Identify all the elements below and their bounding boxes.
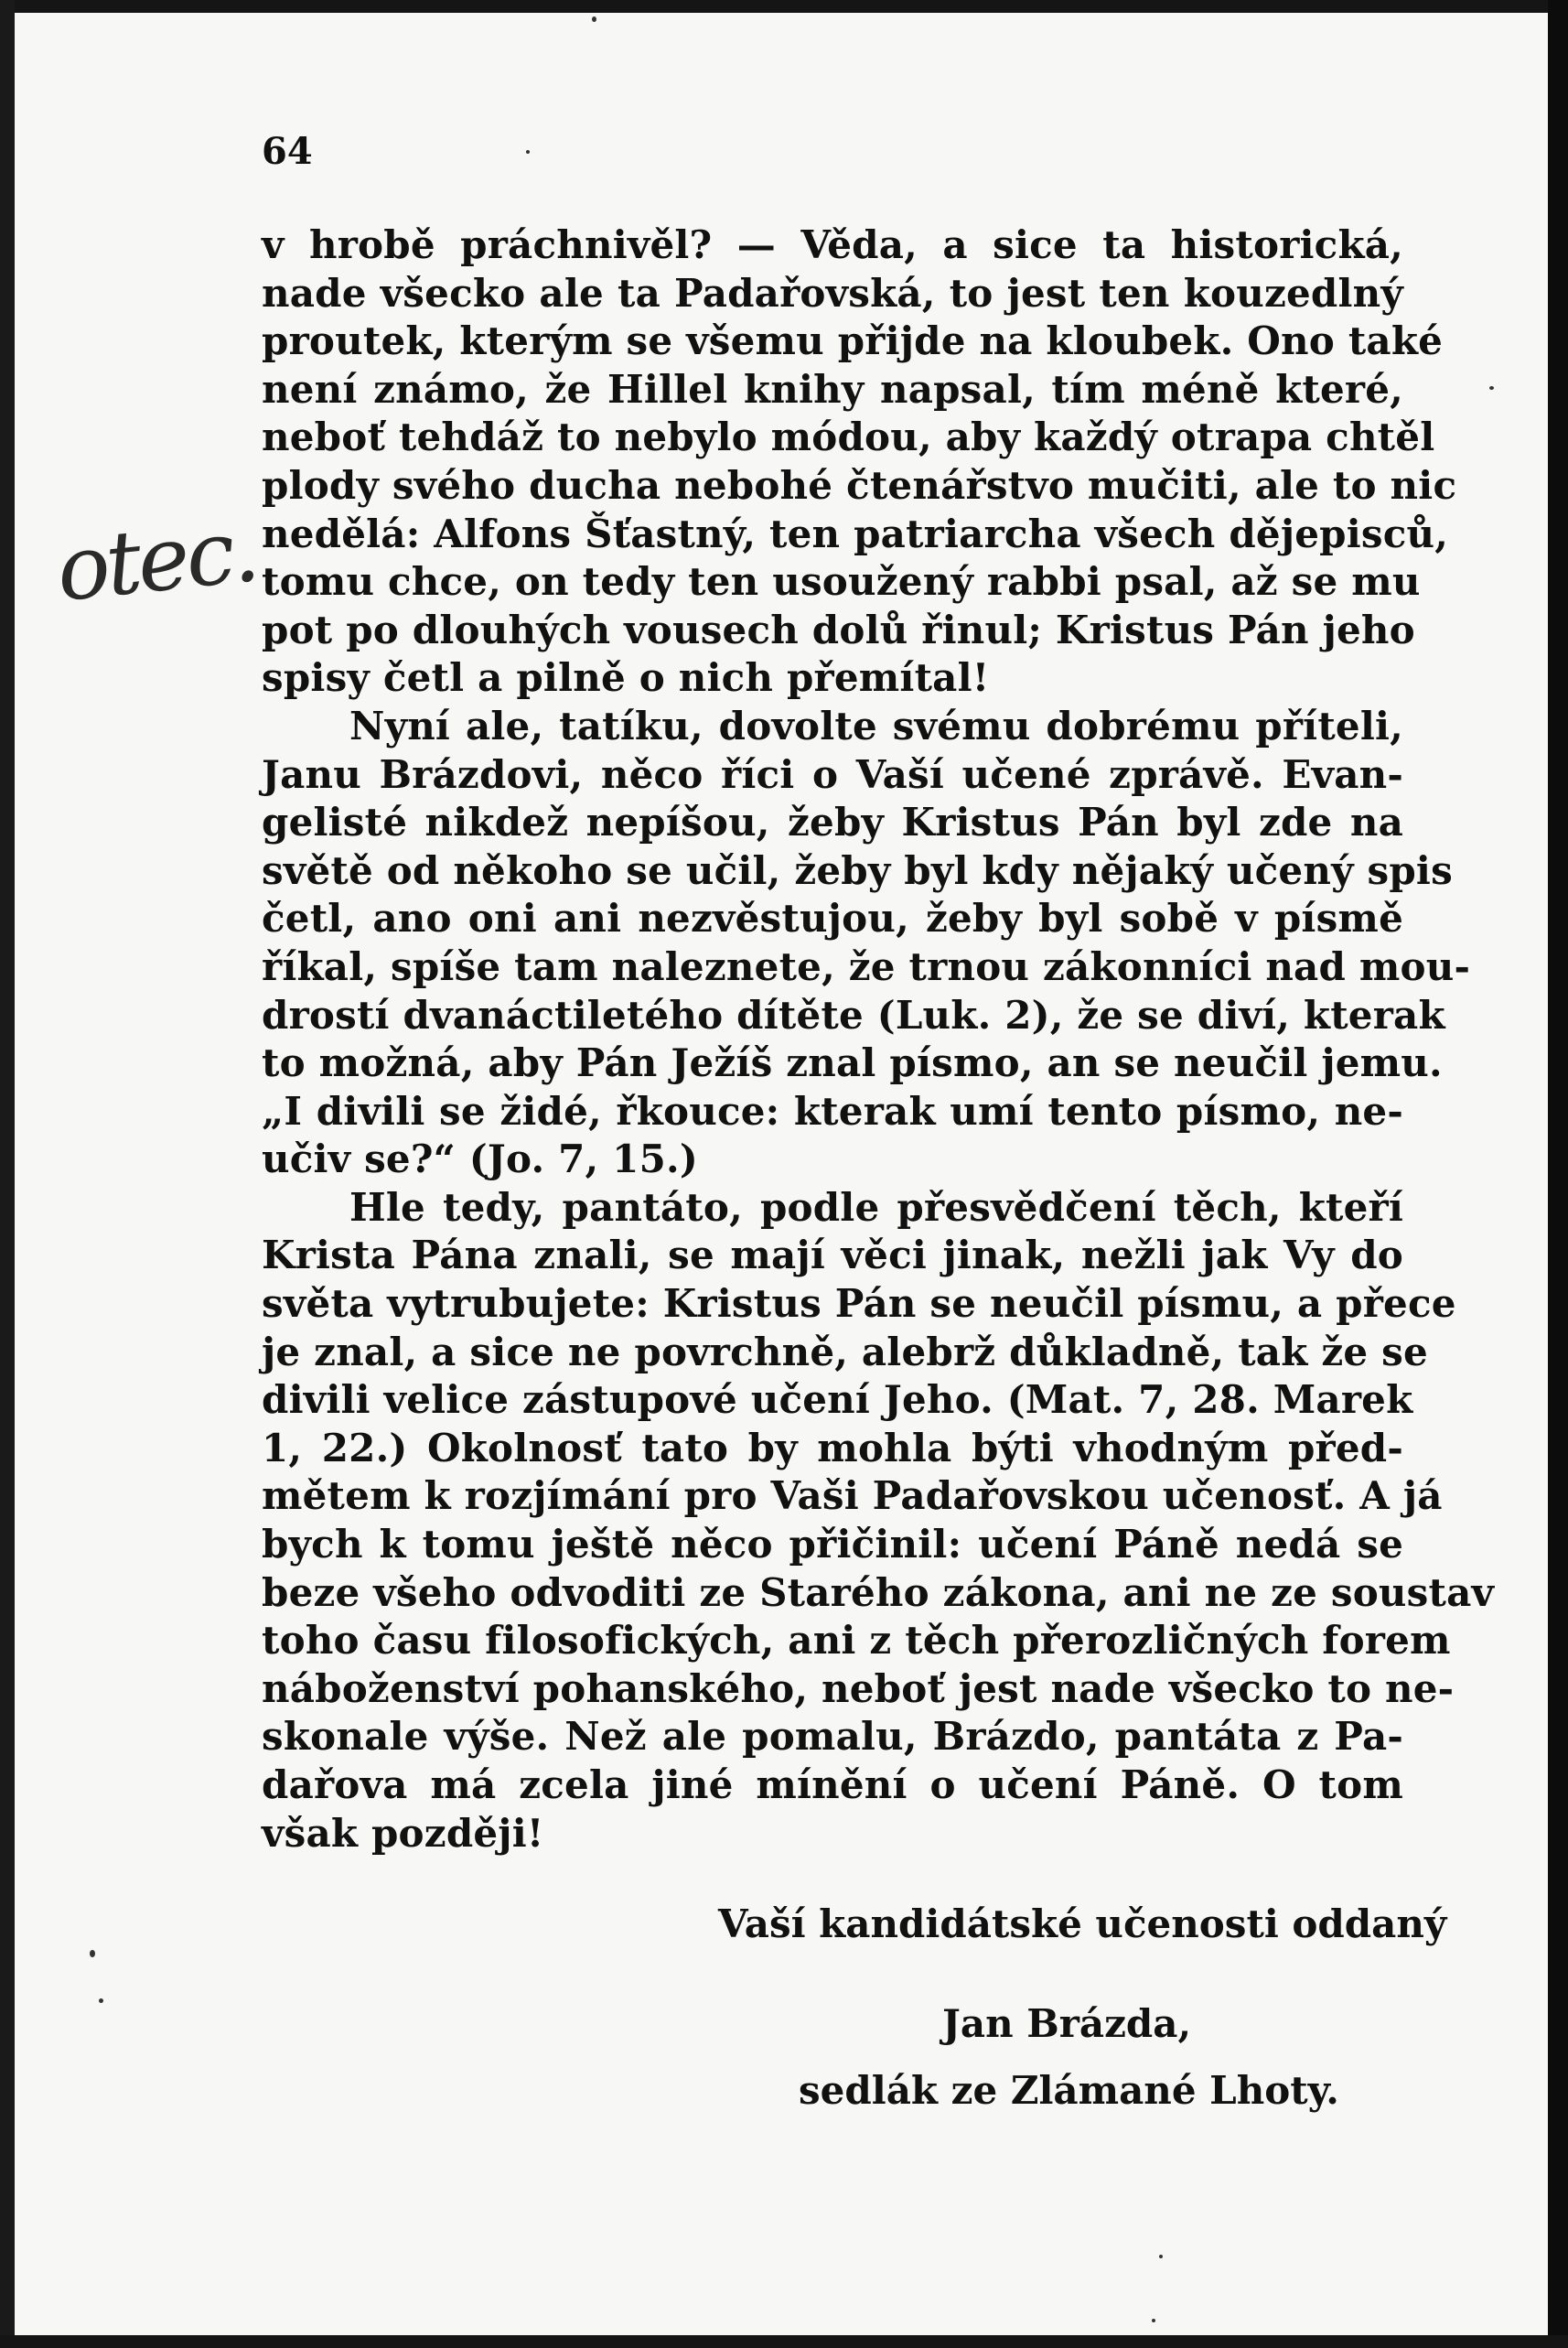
- scan-speck: [90, 1950, 95, 1957]
- text-line: učiv se?“ (Jo. 7, 15.): [262, 1136, 698, 1182]
- text-line: beze všeho odvoditi ze Starého zákona, ani ne ze soustav: [262, 1569, 1495, 1615]
- text-line: toho času filosofických, ani z těch přerozličných forem: [262, 1618, 1451, 1664]
- text-line: říkal, spíše tam naleznete, že trnou zákonníci nad mou-: [262, 943, 1471, 989]
- scan-border-right: [1548, 0, 1568, 2348]
- handwritten-margin-note: otec.: [51, 498, 261, 622]
- text-line: plody svého ducha nebohé čtenářstvo mučiti, ale to nic: [262, 462, 1457, 508]
- text-line: pot po dlouhých vousech dolů řinul; Kristus Pán jeho: [262, 607, 1415, 652]
- paragraph-3-body: [262, 1232, 1495, 1858]
- text-line: nade všecko ale ta Padařovská, to jest ten kouzedlný: [262, 270, 1403, 316]
- paragraph-2-body: [262, 751, 1471, 1184]
- page-number: 64: [262, 130, 313, 173]
- text-line: proutek, kterým se všemu přijde na kloubek. Ono také: [262, 318, 1444, 364]
- text-line: mětem k rozjímání pro Vaši Padařovskou učenosť. A já: [262, 1473, 1443, 1519]
- text-line: „I divili se židé, řkouce: kterak umí tento písmo, ne-: [262, 1088, 1403, 1134]
- paragraph-2: [262, 703, 1403, 751]
- text-line: gelisté nikdež nepíšou, žeby Kristus Pán byl zde na: [262, 800, 1403, 845]
- text-line: to možná, aby Pán Ježíš znal písmo, an se neučil jemu.: [262, 1040, 1443, 1086]
- text-line: v hrobě práchnivěl? — Věda, a sice ta historická,: [262, 222, 1403, 267]
- text-line: neboť tehdáž to nebylo módou, aby každý otrapa chtěl: [262, 415, 1435, 460]
- text-line: Krista Pána znali, se mají věci jinak, nežli jak Vy do: [262, 1233, 1403, 1278]
- text-line: divili velice zástupové učení Jeho. (Mat. 7, 28. Marek: [262, 1377, 1413, 1423]
- text-line: je znal, a sice ne povrchně, alebrž důkladně, tak že se: [262, 1329, 1428, 1374]
- scan-border-top: [0, 0, 1568, 13]
- scan-speck: [99, 1998, 103, 2003]
- text-line: skonale výše. Než ale pomalu, Brázdo, pantáta z Pa-: [262, 1714, 1403, 1760]
- signature-role: sedlák ze Zlámané Lhoty.: [799, 2068, 1339, 2113]
- text-line: světě od někoho se učil, žeby byl kdy nějaký učený spis: [262, 847, 1453, 893]
- signature-name: Jan Brázda,: [942, 2001, 1192, 2046]
- text-line: četl, ano oni ani nezvěstujou, žeby byl sobě v písmě: [262, 896, 1403, 942]
- text-line: spisy četl a pilně o nich přemítal!: [262, 655, 990, 701]
- text-line: dařova má zcela jiné mínění o učení Páně. O tom: [262, 1762, 1403, 1807]
- text-line: Janu Brázdovi, něco říci o Vaší učené zprávě. Evan-: [262, 751, 1403, 797]
- scan-speck: [1159, 2255, 1163, 2258]
- scan-speck: [1152, 2319, 1155, 2322]
- closing-phrase: Vaší kandidátské učenosti oddaný: [718, 1901, 1447, 1946]
- text-line: světa vytrubujete: Kristus Pán se neučil písmu, a přece: [262, 1281, 1456, 1327]
- text-line: nedělá: Alfons Šťastný, ten patriarcha všech dějepisců,: [262, 511, 1449, 556]
- text-line: tomu chce, on tedy ten usoužený rabbi psal, až se mu: [262, 559, 1421, 605]
- text-line: Hle tedy, pantáto, podle přesvědčení těch, kteří: [349, 1184, 1403, 1230]
- text-line: 1, 22.) Okolnosť tato by mohla býti vhodným před-: [262, 1425, 1403, 1470]
- text-line: není známo, že Hillel knihy napsal, tím méně které,: [262, 366, 1403, 412]
- scan-speck: [526, 150, 530, 154]
- scan-speck: [592, 16, 596, 22]
- text-line: drostí dvanáctiletého dítěte (Luk. 2), že se diví, kterak: [262, 992, 1445, 1038]
- text-line: však později!: [262, 1810, 544, 1856]
- text-line: Nyní ale, tatíku, dovolte svému dobrému příteli,: [349, 703, 1403, 749]
- paragraph-3: [262, 1184, 1403, 1233]
- scan-border-bottom: [0, 2335, 1568, 2348]
- body-text: [262, 221, 1495, 1858]
- text-line: bych k tomu ještě něco přičinil: učení Páně nedá se: [262, 1522, 1403, 1567]
- scan-border-left: [0, 0, 15, 2348]
- scan-speck: [1489, 386, 1494, 390]
- text-line: náboženství pohanského, neboť jest nade všecko to ne-: [262, 1665, 1455, 1711]
- paragraph-1: [262, 221, 1457, 703]
